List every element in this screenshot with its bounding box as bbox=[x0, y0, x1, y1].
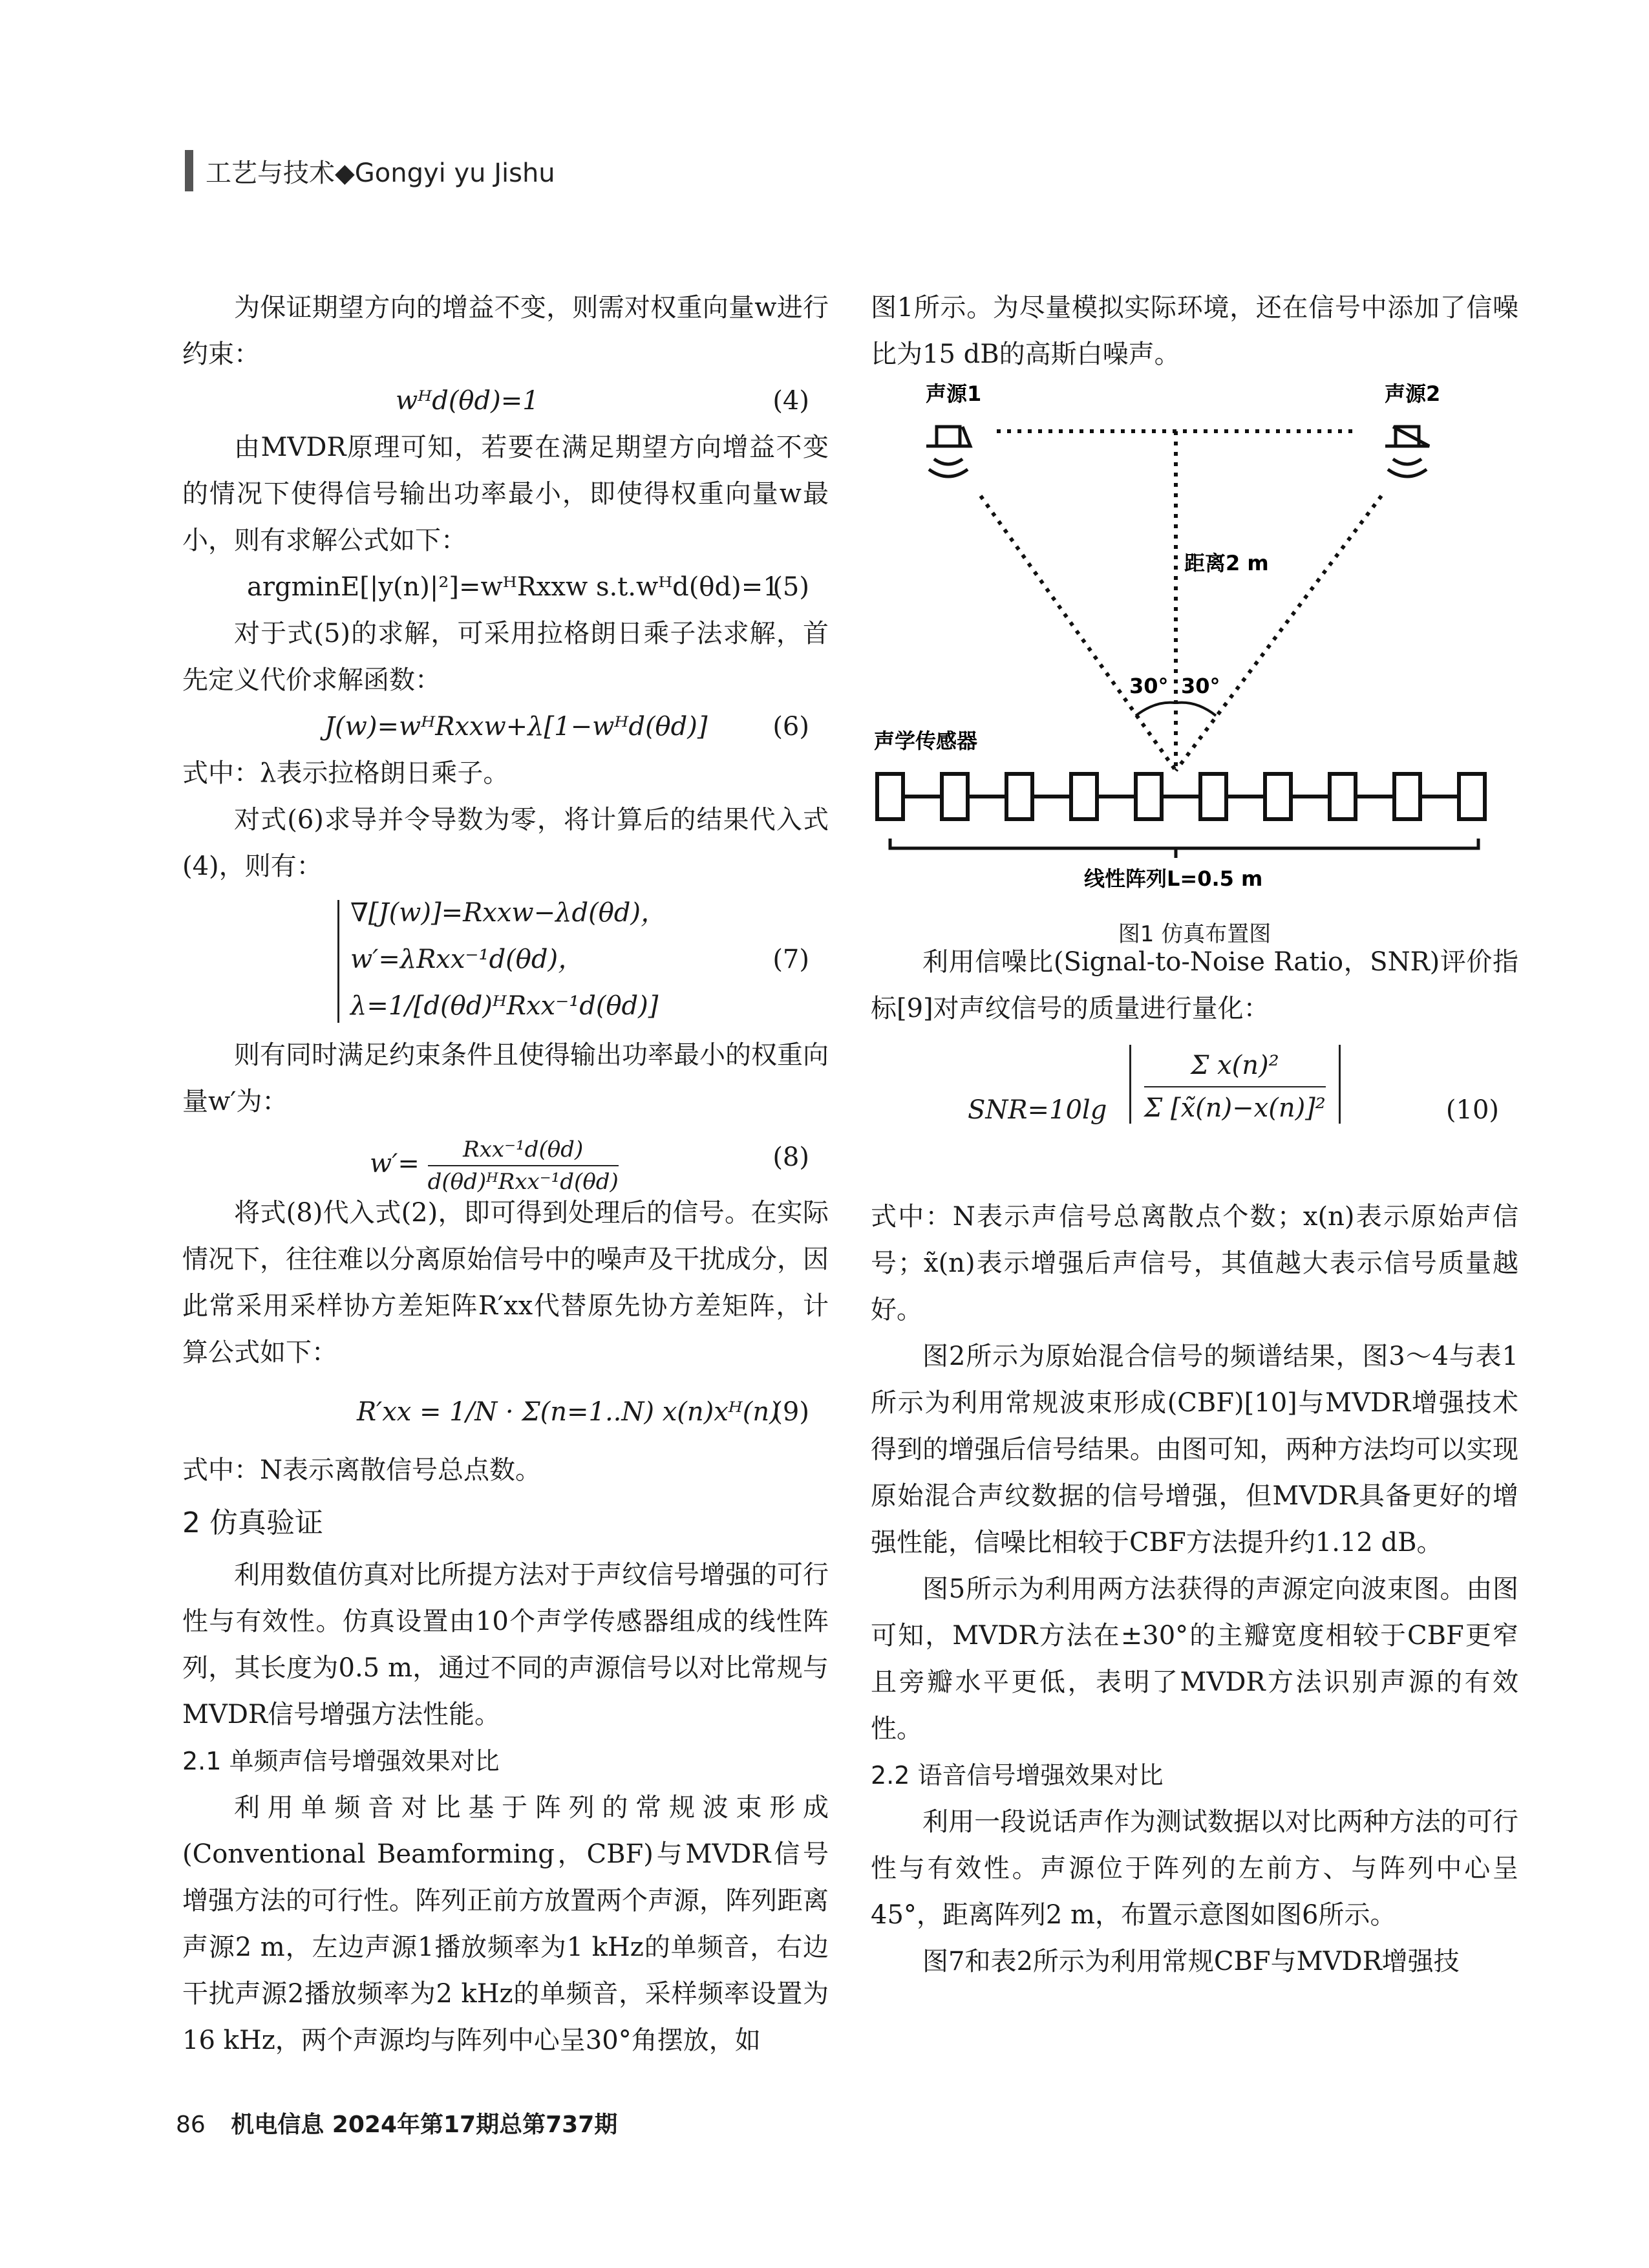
figure-caption: 图1 仿真布置图 bbox=[1118, 921, 1271, 947]
array-length-label: 线性阵列L=0.5 m bbox=[1084, 866, 1263, 891]
equation-lhs: w′= bbox=[370, 1149, 420, 1179]
source-2-label: 声源2 bbox=[1385, 383, 1441, 406]
fraction-denominator: Σ [x̃(n)−x(n)]² bbox=[1144, 1093, 1326, 1123]
equation-number: (7) bbox=[772, 945, 809, 974]
sensor bbox=[1136, 774, 1162, 819]
paragraph: 利用信噪比(Signal-to-Noise Ratio，SNR)评价指标[9]对声纹信号的质量进行量化： bbox=[871, 947, 1518, 1023]
sensor bbox=[877, 774, 903, 819]
paragraph: 图7和表2所示为利用常规CBF与MVDR增强技 bbox=[922, 1947, 1460, 1976]
equation-expression: wᴴd(θd)=1 bbox=[396, 386, 539, 416]
equation-line: λ=1/[d(θd)ᴴRxx⁻¹d(θd)] bbox=[350, 991, 659, 1021]
running-header: 工艺与技术◆Gongyi yu Jishu bbox=[206, 158, 555, 188]
equation-expression: argminE[|y(n)|²]=wᴴRxxw s.t.wᴴd(θd)=1 bbox=[247, 572, 780, 602]
angle-arc-right bbox=[1177, 703, 1216, 716]
equation-expression: R′xx = 1/N · Σ(n=1..N) x(n)xᴴ(n) bbox=[357, 1397, 780, 1427]
equation-number: (10) bbox=[1445, 1095, 1499, 1125]
equation-expression: J(w)=wᴴRxxw+λ[1−wᴴd(θd)] bbox=[324, 712, 708, 742]
equation-brace bbox=[337, 900, 345, 1023]
sensor bbox=[1459, 774, 1485, 819]
equation-number: (4) bbox=[772, 386, 809, 416]
paragraph: 则有同时满足约束条件且使得输出功率最小的权重向量w′为： bbox=[182, 1040, 829, 1117]
speaker-icon bbox=[1385, 427, 1429, 476]
paragraph: 图1所示。为尽量模拟实际环境，还在信号中添加了信噪比为15 dB的高斯白噪声。 bbox=[871, 293, 1518, 369]
equation-line: w′=λRxx⁻¹d(θd)， bbox=[350, 945, 584, 974]
fraction-denominator: d(θd)ᴴRxx⁻¹d(θd) bbox=[427, 1169, 619, 1195]
equation-line: ∇[J(w)]=Rxxw−λd(θd)， bbox=[350, 898, 666, 928]
fraction bbox=[428, 1134, 619, 1197]
paragraph: 利用单频音对比基于阵列的常规波束形成(Conventional Beamforming，CBF)与MVDR信号增强方法的可行性。阵列正前方放置两个声源，阵列距离声源2 m，左边声源1播放频率为1 kHz的单频音，右边干扰声源2播放频率为2 kHz的单频音，采样频率设置为16 kHz，两个声源均与阵列中心呈30°角摆放，如 bbox=[182, 1793, 829, 2055]
angle-arc-left bbox=[1136, 703, 1175, 716]
source-1-label: 声源1 bbox=[926, 383, 982, 406]
sensor bbox=[1394, 774, 1420, 819]
equation-number: (9) bbox=[772, 1397, 809, 1427]
paragraph: 利用数值仿真对比所提方法对于声纹信号增强的可行性与有效性。仿真设置由10个声学传感器组成的线性阵列，其长度为0.5 m，通过不同的声源信号以对比常规与MVDR信号增强方法性能。 bbox=[182, 1560, 829, 1729]
equation-9 bbox=[182, 1376, 829, 1447]
right-dotted-line bbox=[1176, 496, 1381, 771]
subsection-heading: 2.1 单频声信号增强效果对比 bbox=[182, 1747, 500, 1775]
equation-expression bbox=[370, 1134, 619, 1197]
equation-number: (6) bbox=[772, 712, 809, 742]
paragraph: 式中：N表示离散信号总点数。 bbox=[182, 1455, 541, 1485]
left-column bbox=[182, 284, 829, 2064]
figure-1-diagram bbox=[871, 383, 1518, 900]
equation-number: (8) bbox=[772, 1142, 809, 1172]
equation-lhs: SNR=10lg bbox=[968, 1095, 1107, 1125]
equation-6 bbox=[182, 703, 829, 750]
paragraph: 利用一段说话声作为测试数据以对比两种方法的可行性与有效性。声源位于阵列的左前方、与阵列中心呈45°，距离阵列2 m，布置示意图如图6所示。 bbox=[871, 1807, 1518, 1930]
equation-10 bbox=[871, 1032, 1518, 1193]
paragraph: 为保证期望方向的增益不变，则需对权重向量w进行约束： bbox=[182, 293, 829, 369]
paragraph: 对式(6)求导并令导数为零，将计算后的结果代入式(4)，则有： bbox=[182, 805, 829, 881]
angle-label-right: 30° bbox=[1181, 674, 1220, 698]
left-dotted-line bbox=[981, 496, 1176, 771]
array-length-bracket bbox=[890, 839, 1478, 858]
right-column bbox=[871, 284, 1518, 1985]
paragraph: 图5所示为利用两方法获得的声源定向波束图。由图可知，MVDR方法在±30°的主瓣宽度相较于CBF更窄且旁瓣水平更低，表明了MVDR方法识别声源的有效性。 bbox=[871, 1574, 1518, 1744]
paragraph: 将式(8)代入式(2)，即可得到处理后的信号。在实际情况下，往往难以分离原始信号中的噪声及干扰成分，因此常采用采样协方差矩阵R′xx代替原先协方差矩阵，计算公式如下： bbox=[182, 1198, 829, 1367]
equation-7 bbox=[182, 890, 829, 1032]
paragraph: 由MVDR原理可知，若要在满足期望方向增益不变的情况下使得信号输出功率最小，即使得权重向量w最小，则有求解公式如下： bbox=[182, 433, 829, 555]
page-number: 86 bbox=[176, 2112, 206, 2138]
paragraph: 式中：N表示声信号总离散点个数；x(n)表示原始声信号；x̃(n)表示增强后声信号，其值越大表示信号质量越好。 bbox=[871, 1202, 1518, 1325]
journal-info: 机电信息 2024年第17期总第737期 bbox=[231, 2112, 618, 2138]
angle-label-left: 30° bbox=[1129, 674, 1169, 698]
distance-label: 距离2 m bbox=[1184, 551, 1269, 575]
speaker-icon bbox=[926, 427, 970, 476]
equation-4 bbox=[182, 378, 829, 424]
section-heading: 2 仿真验证 bbox=[182, 1506, 323, 1539]
paragraph: 对于式(5)的求解，可采用拉格朗日乘子法求解，首先定义代价求解函数： bbox=[182, 619, 829, 695]
sensor-array bbox=[877, 774, 1485, 819]
figure-1 bbox=[871, 383, 1518, 947]
sensor-label: 声学传感器 bbox=[874, 729, 978, 753]
sensor bbox=[1265, 774, 1291, 819]
fraction bbox=[1144, 1045, 1326, 1124]
sensor bbox=[1071, 774, 1097, 819]
subsection-heading: 2.2 语音信号增强效果对比 bbox=[871, 1761, 1164, 1790]
paragraph: 图2所示为原始混合信号的频谱结果，图3～4与表1所示为利用常规波束形成(CBF)[10]与MVDR增强技术得到的增强后信号结果。由图可知，两种方法均可以实现原始混合声纹数据的信号增强，但MVDR具备更好的增强性能，信噪比相较于CBF方法提升约1.12 dB。 bbox=[871, 1342, 1518, 1557]
header-bar bbox=[185, 150, 193, 191]
paragraph: 式中：λ表示拉格朗日乘子。 bbox=[182, 758, 509, 788]
equation-8 bbox=[182, 1125, 829, 1195]
fraction-numerator: Rxx⁻¹d(θd) bbox=[428, 1134, 619, 1166]
equation-number: (5) bbox=[772, 572, 809, 602]
sensor bbox=[1006, 774, 1032, 819]
page-footer bbox=[176, 2106, 617, 2139]
fraction-numerator: Σ x(n)² bbox=[1144, 1045, 1326, 1087]
sensor bbox=[1330, 774, 1356, 819]
sensor bbox=[942, 774, 968, 819]
sensor bbox=[1200, 774, 1226, 819]
bracketed-fraction bbox=[1129, 1045, 1341, 1124]
equation-5 bbox=[182, 564, 829, 610]
